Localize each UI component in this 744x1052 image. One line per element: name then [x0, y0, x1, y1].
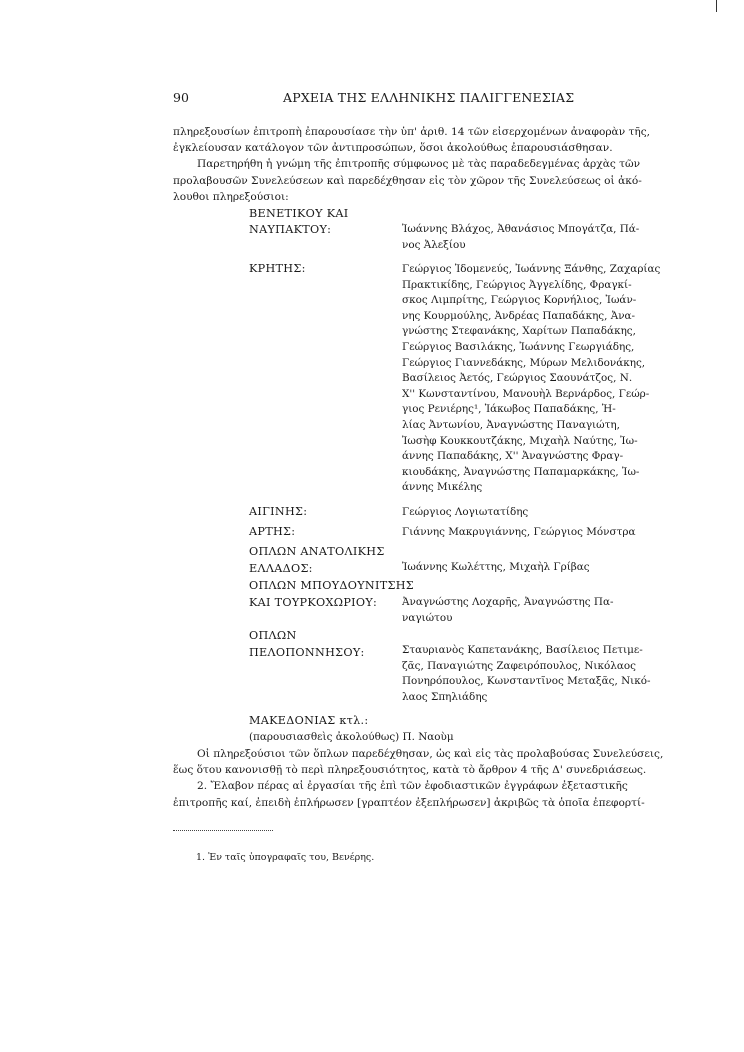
delegate-names	[402, 595, 654, 626]
name-line: ναγιώτου	[402, 611, 453, 624]
place-label	[249, 206, 348, 238]
name-line: ζᾶς, Παναγιώτης Ζαφειρόπουλος, Νικόλαος	[402, 659, 636, 672]
text-line: πληρεξουσίων ἐπιτροπὴ ἐπαρουσίασε τὴν ὑπ' ἀριθ. 14 τῶν εἰσερχομένων ἀναφορὰν τῆς,	[173, 126, 651, 138]
name-line: λίας Ἀντωνίου, Ἀναγνώστης Παναγιώτη,	[402, 418, 620, 431]
name-line: άννης Μικέλης	[402, 481, 483, 494]
scan-edge-line	[716, 0, 717, 12]
place-line: ΑΡΤΗΣ:	[249, 525, 296, 538]
text-line: 2. Ἔλαβον πέρας αἱ ἐργασίαι τῆς ἐπὶ τῶν ἐφοδιαστικῶν ἐγγράφων ἐξεταστικῆς	[197, 780, 628, 793]
text-line: ἐπιτροπῆς καί, ἐπειδὴ ἐπλήρωσεν [γραπτέον ἐξεπλήρωσεν] ἀκριβῶς τὰ ὁποῖα ἐπεφορτί-	[173, 796, 645, 809]
delegate-names	[402, 560, 654, 576]
name-line: Γεώργιος Ἰδομενεύς, Ἰωάννης Ξάνθης, Ζαχαρίας	[402, 263, 661, 275]
place-line: ΟΠΛΩΝ ΜΠΟΥΔΟΥΝΙΤΣΗΣ	[249, 579, 414, 592]
place-line: ΒΕΝΕΤΙΚΟΥ ΚΑΙ	[249, 207, 349, 220]
text-line: Παρετηρήθη ἡ γνώμη τῆς ἐπιτροπῆς σύμφωνος μὲ τὰς παραδεδεγμένας ἀρχὰς τῶν	[197, 158, 641, 171]
text-line: ἐγκλείουσαν κατάλογον τῶν ἀντιπροσώπων, ὅσοι ἀκολούθως ἐπαρουσιάσθησαν.	[173, 142, 613, 155]
delegate-names	[402, 222, 654, 253]
name-line: Χ'' Κωνσταντίνου, Μανουὴλ Βερνάρδος, Γεώρ-	[402, 387, 650, 400]
place-line: ΟΠΛΩΝ	[249, 629, 297, 642]
delegate-names	[402, 643, 654, 705]
page-number: 90	[173, 90, 189, 105]
name-line: Ἰωάννης Βλάχος, Ἀθανάσιος Μπογάτζα, Πά-	[402, 223, 640, 235]
name-line: σκος Λιμπρίτης, Γεώργιος Κορνήλιος, Ἰωάν-	[402, 294, 637, 307]
place-line: ΠΕΛΟΠΟΝΝΗΣΟΥ:	[249, 646, 365, 659]
name-line: γιος Ρενιέρης¹, Ἰάκωβος Παπαδάκης, Ἠ-	[402, 403, 616, 416]
place-line: ΟΠΛΩΝ ΑΝΑΤΟΛΙΚΗΣ	[249, 545, 385, 558]
name-line: λαος Σπηλιάδης	[402, 690, 488, 703]
name-line: Πρακτικίδης, Γεώργιος Ἀγγελίδης, Φραγκί-	[402, 278, 632, 291]
place-label	[249, 577, 414, 611]
name-line: κιουδάκης, Ἀναγνώστης Παπαμαρκάκης, Ἰω-	[402, 465, 640, 478]
macedonia-note: (παρουσιασθεὶς ἀκολούθως) Π. Ναοὺμ	[249, 731, 454, 743]
text-line: προλαβουσῶν Συνελεύσεων καὶ παρεδέχθησαν εἰς τὸν χῶρον τῆς Συνελεύσεως οἱ ἀκό-	[173, 174, 642, 187]
place-label	[249, 505, 307, 518]
name-line: Γεώργιος Γιαννεδάκης, Μύρων Μελιδονάκης,	[402, 356, 646, 369]
text-line: Οἱ πληρεξούσιοι τῶν ὅπλων παρεδέχθησαν, ὡς καὶ εἰς τὰς προλαβούσας Συνελεύσεις,	[197, 748, 664, 760]
place-label	[249, 543, 385, 577]
place-label	[249, 262, 306, 275]
text-line: ἕως ὅτου κανονισθῇ τὸ περὶ πληρεξουσιότητος, κατὰ τὸ ἄρθρον 4 τῆς Δ' συνεδριάσεως.	[173, 764, 647, 777]
name-line: Σταυριανὸς Καπετανάκης, Βασίλειος Πετιμε-	[402, 644, 643, 656]
place-line: ΑΙΓΙΝΗΣ:	[249, 505, 308, 518]
place-label	[249, 627, 365, 661]
place-line: ΜΑΚΕΔΟΝΙΑΣ κτλ.:	[249, 714, 369, 727]
place-label	[249, 525, 295, 538]
place-line: ΝΑΥΠΑΚΤΟΥ:	[249, 223, 332, 236]
name-line: Γιάννης Μακρυγιάννης, Γεώργιος Μόνστρα	[402, 526, 636, 538]
name-line: νος Ἀλεξίου	[402, 238, 466, 251]
name-line: Γεώργιος Βασιλάκης, Ἰωάννης Γεωργιάδης,	[402, 340, 635, 353]
name-line: Ἀναγνώστης Λοχαρῆς, Ἀναγνώστης Πα-	[402, 596, 614, 608]
name-line: Γεώργιος Λογιωτατίδης	[402, 506, 529, 518]
place-line: ΚΡΗΤΗΣ:	[249, 262, 306, 275]
name-line: Ἰωσὴφ Κουκκουτζάκης, Μιχαὴλ Ναύτης, Ἰω-	[402, 434, 638, 447]
name-line: Πονηρόπουλος, Κωνσταντῖνος Μεταξᾶς, Νικό-	[402, 675, 651, 688]
place-line: ΕΛΛΑΔΟΣ:	[249, 562, 313, 575]
place-label	[249, 713, 454, 745]
closing-paragraph	[173, 746, 664, 811]
footnote: 1. Ἐν ταῖς ὑπογραφαῖς του, Βενέρης.	[196, 852, 375, 863]
delegate-names	[402, 525, 654, 541]
footnote-divider	[173, 830, 273, 831]
name-line: άννης Παπαδάκης, Χ'' Ἀναγνώστης Φραγ-	[402, 450, 624, 463]
name-line: Βασίλειος Ἀετός, Γεώργιος Σαουνάτζος, Ν.	[402, 372, 633, 385]
page-header	[173, 90, 653, 108]
intro-paragraph	[173, 124, 654, 205]
name-line: γνώστης Στεφανάκης, Χαρίτων Παπαδάκης,	[402, 325, 636, 338]
delegate-names	[402, 262, 661, 496]
delegate-names	[402, 505, 654, 521]
place-line: ΚΑΙ ΤΟΥΡΚΟΧΩΡΙΟΥ:	[249, 596, 378, 609]
running-title: ΑΡΧΕΙΑ ΤΗΣ ΕΛΛΗΝΙΚΗΣ ΠΑΛΙΓΓΕΝΕΣΙΑΣ	[283, 90, 575, 105]
text-line: λουθοι πληρεξούσιοι:	[173, 190, 289, 203]
name-line: νης Κουρμούλης, Ἀνδρέας Παπαδάκης, Ἀνα-	[402, 309, 636, 322]
name-line: Ἰωάννης Κωλέττης, Μιχαὴλ Γρίβας	[402, 561, 590, 573]
